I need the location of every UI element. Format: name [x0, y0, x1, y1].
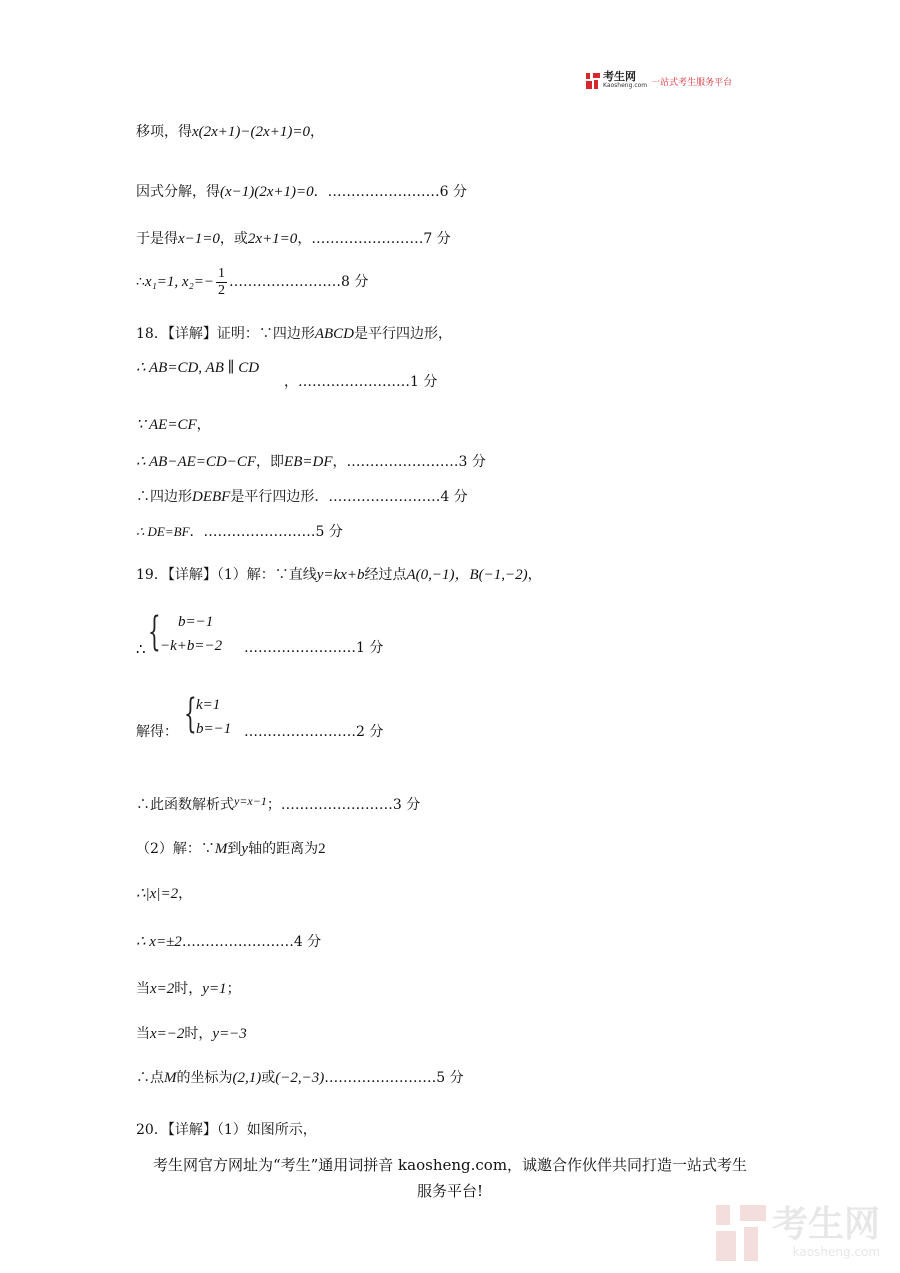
q19-function: ∴此函数解析式y=x−1；……………………3 分: [136, 794, 421, 813]
footer-line-2: 服务平台!: [416, 1182, 484, 1200]
q19-coordinates: ∴点M的坐标为(2,1)或(−2,−3)……………………5 分: [136, 1070, 464, 1086]
header-logo: [586, 72, 732, 90]
left-brace-icon: {: [184, 691, 197, 737]
watermark: [716, 1205, 880, 1261]
logo-en-text: Kaosheng.com: [603, 82, 648, 89]
watermark-en: kaosheng.com: [792, 1245, 881, 1259]
kaosheng-watermark-icon: [716, 1205, 766, 1261]
step-solutions: ∴x₁=1, x₂=− $\frac{1}{2}$ ……………………8 分: [136, 265, 369, 298]
q18-step3: ∴ AB−AE=CD−CF，即EB=DF，……………………3 分: [136, 454, 486, 470]
logo-cn-text: 考生网: [603, 70, 636, 83]
fraction-one-half: $\frac{1}{2}$: [218, 265, 226, 298]
q18-step5: ∴ DE=BF．……………………5 分: [136, 524, 343, 540]
q20-heading: 20．【详解】（1）如图所示，: [136, 1122, 317, 1138]
q19-case2: 当x=−2时，y=−3: [136, 1026, 247, 1042]
q18-step1-score: ，……………………1 分: [284, 374, 438, 390]
left-brace-icon: {: [148, 609, 161, 655]
q19-case1: 当x=2时，y=1；: [136, 981, 241, 997]
step-move-terms: 移项，得x(2x+1)−(2x+1)=0，: [136, 124, 324, 140]
q18-step4: ∴四边形DEBF是平行四边形．……………………4 分: [136, 489, 468, 505]
kaosheng-logo-icon: [586, 73, 600, 89]
header-slogan: 一站式考生服务平台: [651, 77, 733, 88]
q18-step2: ∵ AE=CF，: [136, 417, 211, 433]
q19-abs: ∴|x|=2，: [136, 886, 193, 902]
q18-step1: ∴ AB=CD, AB ∥ CD: [136, 360, 260, 376]
q19-heading: 19．【详解】（1）解：∵直线y=kx+b经过点A(0,−1)，B(−1,−2)，: [136, 567, 542, 583]
q19-part2: （2）解：∵M到y轴的距离为2: [136, 841, 326, 857]
q19-x-values: ∴ x=±2……………………4 分: [136, 934, 322, 950]
footer-line-1: 考生网官方网址为“考生”通用词拼音 kaosheng.com，诚邀合作伙伴共同打造一站式考生: [152, 1156, 748, 1174]
watermark-cn: 考生网: [772, 1204, 881, 1245]
q18-heading: 18．【详解】证明：∵四边形ABCD是平行四边形，: [136, 326, 452, 342]
step-linear-eqs: 于是得x−1=0，或2x+1=0，……………………7 分: [136, 231, 451, 247]
step-factorize: 因式分解，得(x−1)(2x+1)=0．……………………6 分: [136, 184, 468, 200]
